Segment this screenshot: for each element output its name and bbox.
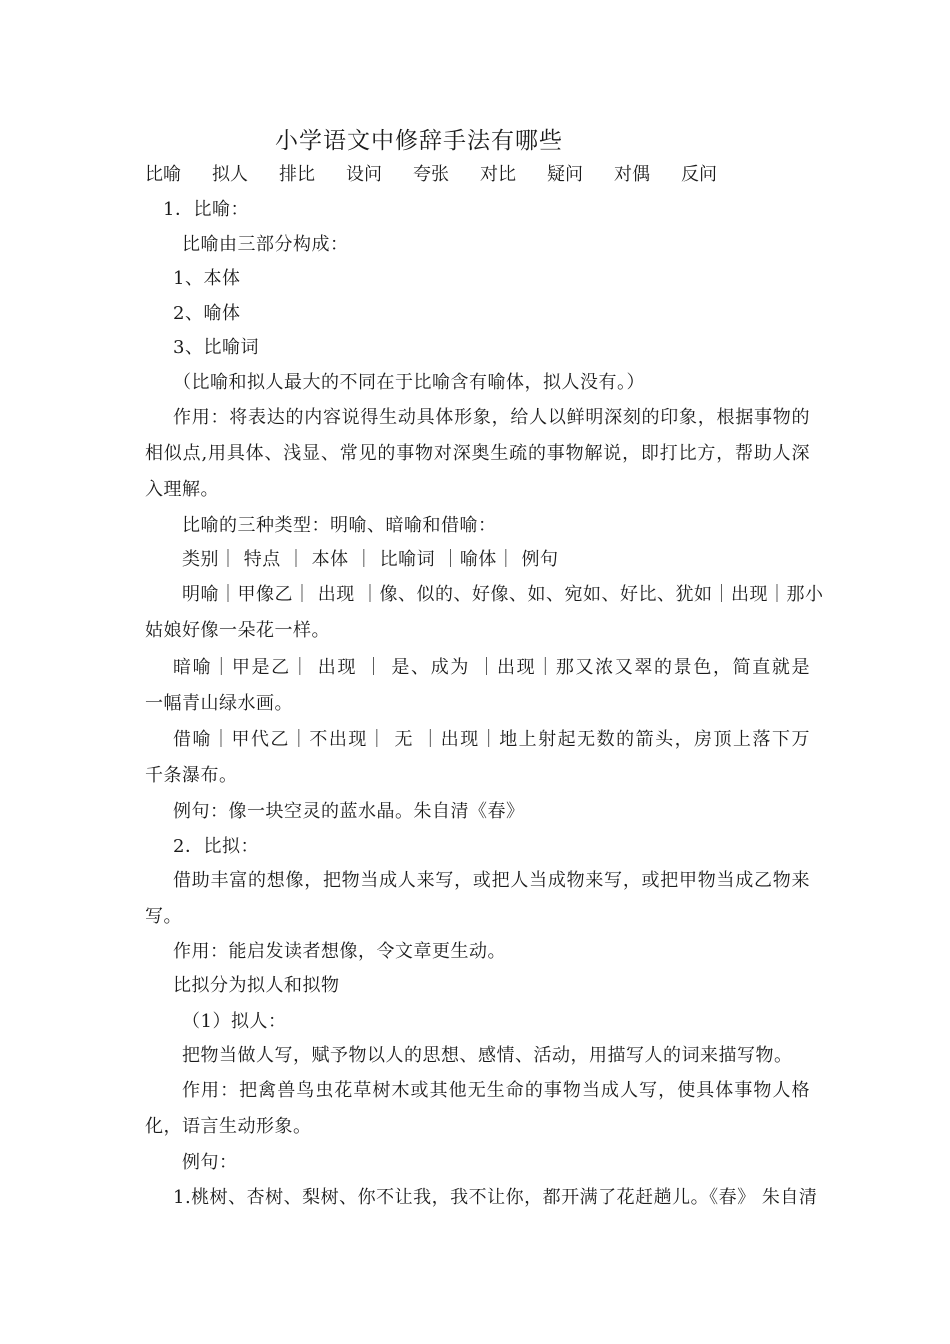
text-line: 1.桃树、杏树、梨树、你不让我，我不让你，都开满了花赶趟儿。《春》 朱自清 <box>173 1187 818 1208</box>
table-row-anyu <box>145 656 810 716</box>
paragraph: 比喻的三种类型：明喻、暗喻和借喻： <box>182 515 497 536</box>
rhetoric-type-list <box>145 160 748 186</box>
paragraph: 例句： <box>182 1152 238 1173</box>
paragraph-function-2 <box>145 1079 810 1139</box>
text-line: 千条瀑布。 <box>145 765 238 786</box>
type-item: 疑问 <box>547 164 583 185</box>
list-item: 1、本体 <box>173 268 241 289</box>
example-sentence: 例句：像一块空灵的蓝水晶。朱自清《春》 <box>173 801 525 822</box>
list-item: 3、比喻词 <box>173 337 259 358</box>
text-line: 暗喻｜甲是乙｜ 出现 ｜ 是、成为 ｜出现｜那又浓又翠的景色，简直就是 <box>173 657 810 678</box>
section-heading-simile: 1．比喻： <box>163 199 249 220</box>
text-line: 借助丰富的想像，把物当成人来写，或把人当成物来写，或把甲物当成乙物来 <box>173 870 810 891</box>
type-item: 排比 <box>279 164 315 185</box>
page-title: 小学语文中修辞手法有哪些 <box>275 128 563 154</box>
list-item: 2、喻体 <box>173 303 241 324</box>
paragraph-definition <box>145 869 810 929</box>
subheading: （1）拟人： <box>182 1011 287 1032</box>
text-line: 作用：把禽兽鸟虫花草树木或其他无生命的事物当成人写，使具体事物人格 <box>182 1080 810 1101</box>
table-row-jieyu <box>145 728 810 788</box>
example-line <box>145 1186 818 1210</box>
paragraph: 作用：能启发读者想像，令文章更生动。 <box>173 941 506 962</box>
text-line: 一幅青山绿水画。 <box>145 693 293 714</box>
paragraph: 比拟分为拟人和拟物 <box>173 975 340 996</box>
text-line: 入理解。 <box>145 479 219 500</box>
type-item: 夸张 <box>413 164 449 185</box>
text-line: 姑娘好像一朵花一样。 <box>145 620 330 641</box>
table-header-row: 类别｜ 特点 ｜ 本体 ｜ 比喻词 ｜喻体｜ 例句 <box>182 549 559 570</box>
paragraph: 比喻由三部分构成： <box>182 234 349 255</box>
type-item: 对比 <box>480 164 516 185</box>
paragraph-function <box>145 406 810 502</box>
section-heading-personification: 2．比拟： <box>173 836 259 857</box>
text-line: 相似点,用具体、浅显、常见的事物对深奥生疏的事物解说，即打比方，帮助人深 <box>145 443 810 464</box>
paragraph: （比喻和拟人最大的不同在于比喻含有喻体，拟人没有。） <box>173 372 645 393</box>
type-item: 对偶 <box>614 164 650 185</box>
text-line: 作用：将表达的内容说得生动具体形象，给人以鲜明深刻的印象，根据事物的 <box>173 407 810 428</box>
type-item: 拟人 <box>212 164 248 185</box>
text-line: 借喻｜甲代乙｜不出现｜ 无 ｜出现｜地上射起无数的箭头，房顶上落下万 <box>173 729 810 750</box>
text-line: 明喻｜甲像乙｜ 出现 ｜像、似的、好像、如、宛如、好比、犹如｜出现｜那小 <box>182 584 824 605</box>
type-item: 比喻 <box>145 164 181 185</box>
type-item: 设问 <box>346 164 382 185</box>
paragraph: 把物当做人写，赋予物以人的思想、感情、活动，用描写人的词来描写物。 <box>182 1045 793 1066</box>
text-line: 化，语言生动形象。 <box>145 1116 312 1137</box>
type-item: 反问 <box>681 164 717 185</box>
table-row-mingyu <box>145 583 824 643</box>
text-line: 写。 <box>145 906 182 927</box>
